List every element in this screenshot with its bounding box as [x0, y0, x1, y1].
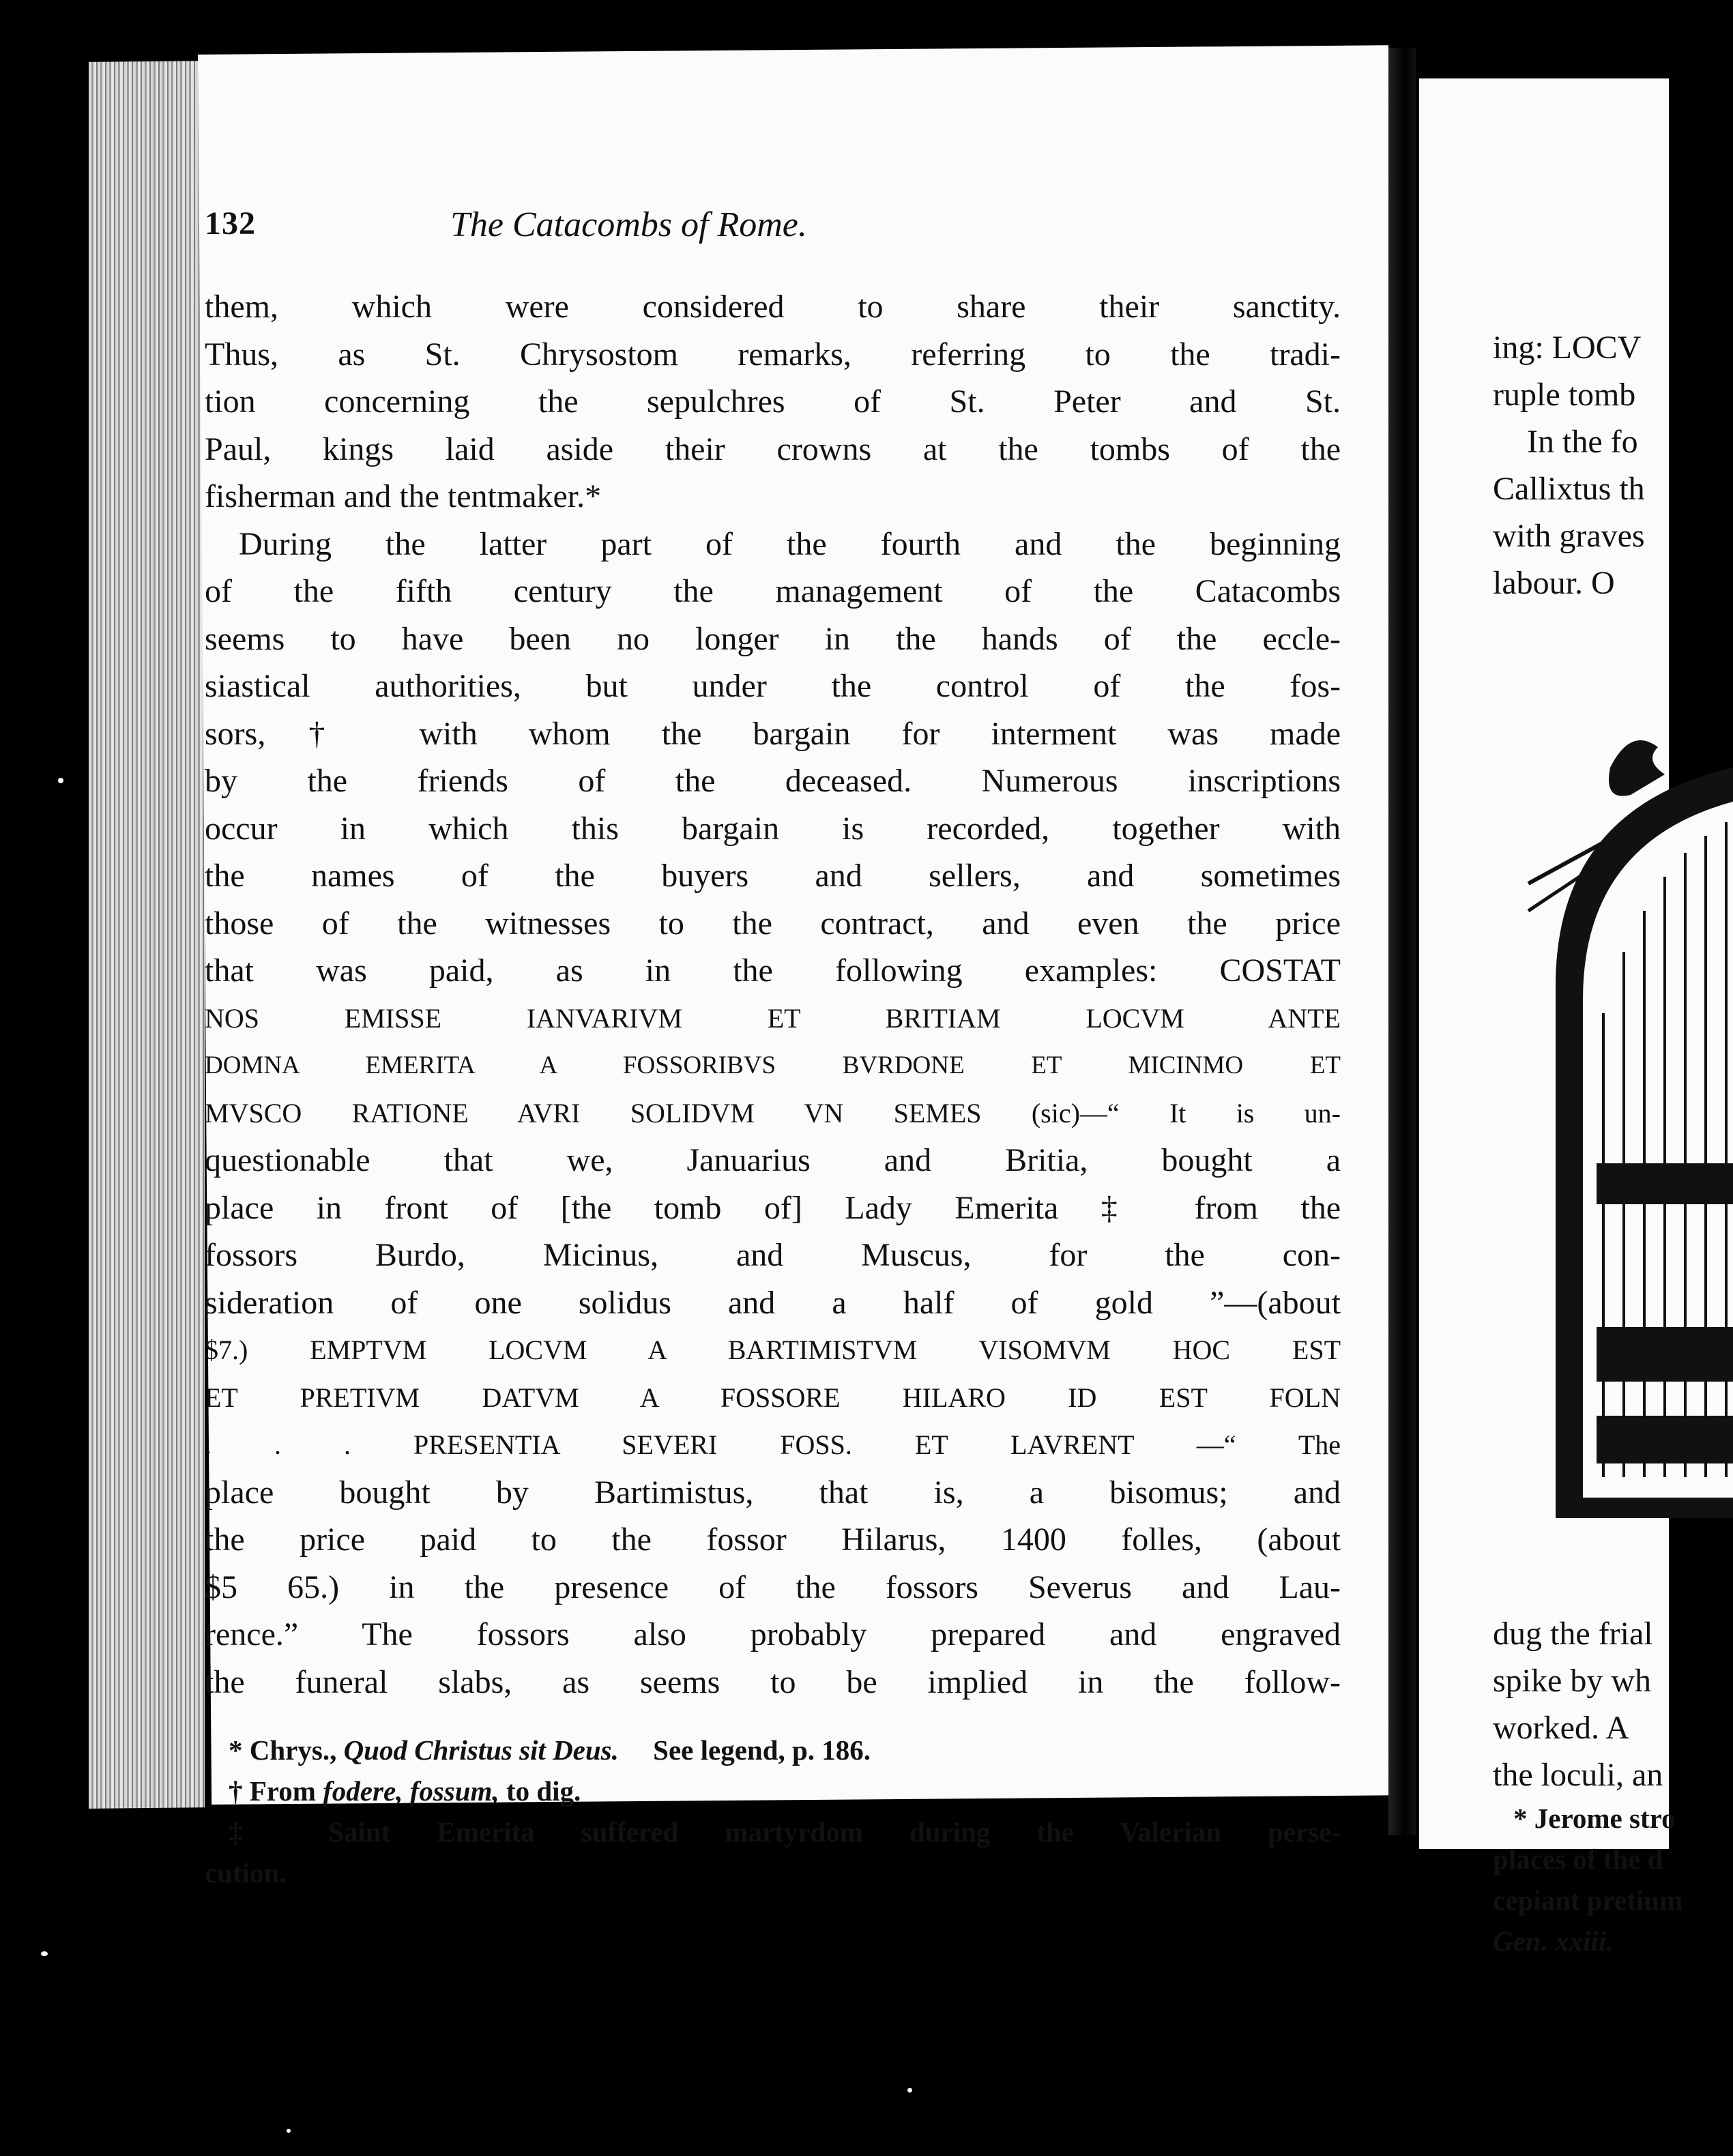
- body-line: the price paid to the fossor Hilarus, 1400 folles, (about: [205, 1521, 1341, 1558]
- right-line: ing: LOCV: [1493, 330, 1642, 366]
- body-line: Thus, as St. Chrysostom remarks, referring to the tradi-: [205, 336, 1341, 373]
- scan-speck: [58, 778, 63, 783]
- body-line: Paul, kings laid aside their crowns at the tombs of the: [205, 431, 1341, 467]
- body-line: During the latter part of the fourth and the beginning: [239, 525, 1341, 562]
- body-line-inscription: . . . PRESENTIA SEVERI FOSS. ET LAVRENT —“ The: [205, 1429, 1341, 1460]
- right-page-bottom-text: [1493, 1610, 1698, 1798]
- body-line-inscription: ET PRETIVM DATVM A FOSSORE HILARO ID EST FOLN: [205, 1382, 1341, 1413]
- right-footnote-line: Gen. xxiii.: [1493, 1925, 1614, 1957]
- body-line-inscription: MVSCO RATIONE AVRI SOLIDVM VN SEMES (sic)—“ It is un-: [205, 1097, 1341, 1128]
- scan-speck: [41, 1951, 48, 1956]
- footnote-marker: † From: [229, 1775, 316, 1807]
- scan-speck: [907, 2088, 912, 2093]
- body-line: $5 65.) in the presence of the fossors Severus and Lau-: [205, 1569, 1341, 1605]
- right-line: worked. A: [1493, 1710, 1629, 1746]
- right-line: dug the frial: [1493, 1616, 1653, 1652]
- footnote-reference: See legend, p. 186.: [653, 1734, 871, 1766]
- body-line: that was paid, as in the following examples: COSTAT: [205, 952, 1341, 989]
- arched-tomb-illustration: [1528, 727, 1733, 1552]
- footnote-fossors: [229, 1771, 1341, 1811]
- right-page-top-text: [1493, 324, 1698, 607]
- right-line: Callixtus th: [1493, 471, 1645, 507]
- footnote-text: to dig.: [506, 1775, 581, 1807]
- right-line: labour. O: [1493, 565, 1615, 601]
- body-line: the names of the buyers and sellers, and sometimes: [205, 858, 1341, 894]
- body-line: place in front of [the tomb of] Lady Emerita ‡ from the: [205, 1189, 1341, 1226]
- body-line: sideration of one solidus and a half of gold ”—(about: [205, 1284, 1341, 1321]
- right-page: [1419, 78, 1683, 1957]
- scan-speck: [287, 2129, 291, 2133]
- footnote-emerita-continued: cution.: [205, 1857, 287, 1889]
- body-line: by the friends of the deceased. Numerous inscriptions: [205, 763, 1341, 799]
- body-line: the funeral slabs, as seems to be implied in the follow-: [205, 1663, 1341, 1700]
- body-line-inscription: NOS EMISSE IANVARIVM ET BRITIAM LOCVM ANTE: [205, 1002, 1341, 1034]
- book-gutter: [1388, 48, 1416, 1835]
- footnote-work-title: Quod Christus sit Deus.: [343, 1734, 619, 1766]
- body-line: rence.” The fossors also probably prepared and engraved: [205, 1616, 1341, 1652]
- body-text: [205, 283, 1341, 1706]
- footnote-marker: * Chrys.,: [229, 1734, 337, 1766]
- body-line: them, which were considered to share their sanctity.: [205, 289, 1341, 325]
- right-line: ruple tomb: [1493, 377, 1636, 413]
- right-line: with graves: [1493, 518, 1645, 554]
- right-footnote-line: places of the d: [1493, 1844, 1663, 1875]
- right-footnote-line: cepiant pretium: [1493, 1884, 1683, 1916]
- body-line: tion concerning the sepulchres of St. Peter and St.: [205, 383, 1341, 420]
- body-line: place bought by Bartimistus, that is, a bisomus; and: [205, 1474, 1341, 1511]
- body-line-inscription: $7.) EMPTVM LOCVM A BARTIMISTVM VISOMVM HOC EST: [205, 1335, 1341, 1365]
- body-line: those of the witnesses to the contract, and even the price: [205, 905, 1341, 942]
- page-number: 132: [205, 205, 256, 242]
- right-line: In the fo: [1527, 424, 1638, 460]
- body-line-inscription: DOMNA EMERITA A FOSSORIBVS BVRDONE ET MICINMO ET: [205, 1051, 1341, 1079]
- right-footnote-line: * Jerome stro: [1513, 1803, 1676, 1834]
- body-line: questionable that we, Januarius and Britia, bought a: [205, 1142, 1341, 1178]
- body-line: of the fifth century the management of the Catacombs: [205, 573, 1341, 609]
- running-head: [205, 205, 1160, 266]
- footnotes: [205, 1730, 1341, 1893]
- right-line: spike by wh: [1493, 1663, 1651, 1699]
- body-line: fisherman and the tentmaker.*: [205, 478, 602, 514]
- body-line: occur in which this bargain is recorded, together with: [205, 810, 1341, 847]
- page-edge-stack: [89, 61, 205, 1809]
- body-line: seems to have been no longer in the hands of the eccle-: [205, 620, 1341, 657]
- body-line: fossors Burdo, Micinus, and Muscus, for the con-: [205, 1237, 1341, 1273]
- footnote-chrysostom: [229, 1730, 1341, 1771]
- footnote-emerita: ‡ Saint Emerita suffered martyrdom during the Valerian perse-: [229, 1816, 1341, 1848]
- body-line: siastical authorities, but under the control of the fos-: [205, 668, 1341, 704]
- footnote-latin-word: fodere,: [323, 1775, 403, 1807]
- right-page-footnotes: [1493, 1798, 1698, 1962]
- footnote-latin-word: fossum,: [409, 1775, 499, 1807]
- running-title: The Catacombs of Rome.: [450, 205, 807, 244]
- body-line: sors,† with whom the bargain for interment was made: [205, 715, 1341, 752]
- right-line: the loculi, an: [1493, 1757, 1663, 1793]
